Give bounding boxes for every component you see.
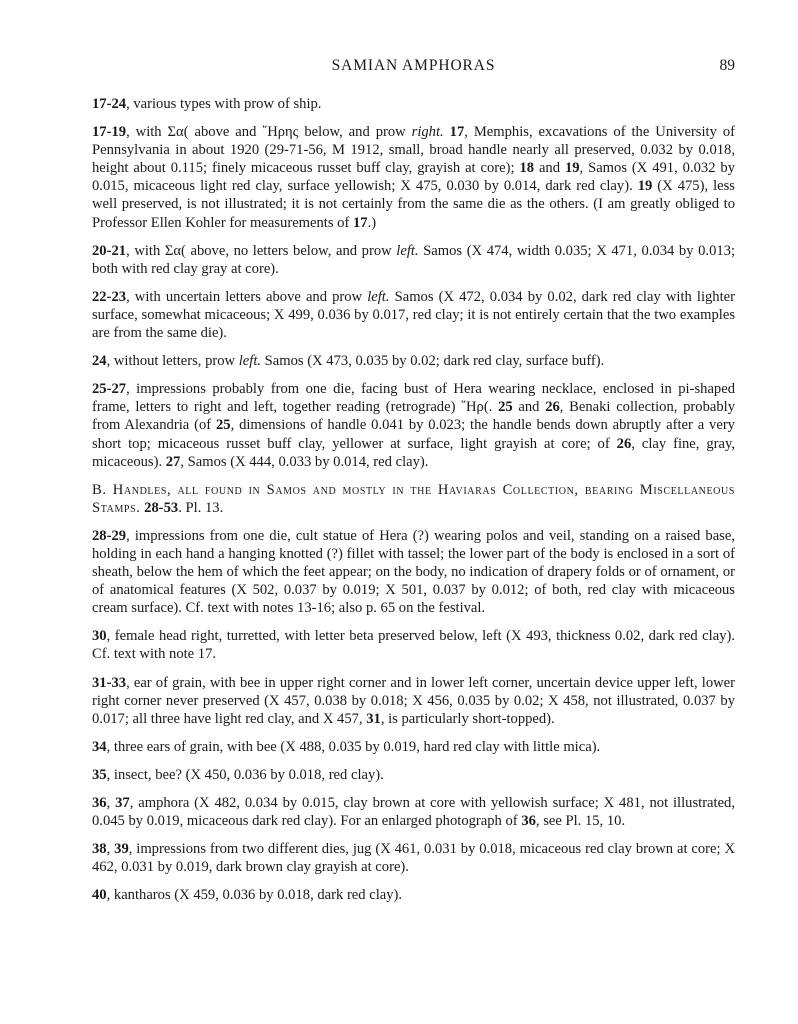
text-run: , is particularly short-topped).: [380, 710, 555, 727]
text-run: 39: [114, 841, 129, 858]
text-run: , insect, bee? (X 450, 0.036 by 0.018, red clay).: [106, 766, 384, 783]
text-run: (X 475), less well preserved, is not illustrated; it is not certainly from the same die as the others. (I am greatly obliged to Professor Ellen Kohler for measurements of: [92, 178, 735, 231]
text-run: , clay fine, gray, micaceous).: [92, 435, 735, 470]
text-run: 26: [545, 399, 560, 416]
text-run: ,: [106, 841, 115, 858]
text-run: , dimensions of handle 0.041 by 0.023; the handle bends down abruptly after a very short top; micaceous russet buff clay, yellower at surface, light grayish at core; of: [92, 417, 735, 452]
text-run: , impressions from one die, cult statue of Hera (?) wearing polos and veil, standing on a raised base, holding in each hand a hanging knotted (?) fillet with tassel; the lower part of the body is enclosed in a sort of sheath, below the hem of which the feet appear; on the body, no indication of drapery folds or of ornament, or of anatomical features (X 502, 0.037 by 0.019; X 501, 0.037 by 0.012; of both, red clay with micaceous cream surface). Cf. text with notes 13-16; also p. 65 on the festival.: [92, 527, 735, 617]
text-run: , see Pl. 15, 10.: [535, 813, 626, 830]
section-heading-b: [92, 481, 735, 517]
catalogue-entry-28-29: [92, 527, 735, 617]
text-run: and: [534, 160, 565, 177]
text-run: , Samos (X 491, 0.032 by 0.015, micaceous light red clay, surface yellowish; X 475, 0.030 by 0.014, dark red clay).: [92, 160, 735, 195]
catalogue-entry-17-19: [92, 123, 735, 232]
text-run: ,: [106, 795, 116, 811]
text-run: and: [512, 399, 546, 416]
text-run: left.: [396, 242, 419, 259]
text-run: , female head right, turretted, with letter beta preserved below, left (X 493, thickness 0.02, dark red clay). Cf. text with note 17.: [92, 628, 735, 663]
text-run: , impressions from two different dies, jug (X 461, 0.031 by 0.018, micaceous red clay brown at core; X 462, 0.031 by 0.019, dark brown clay grayish at core).: [92, 841, 736, 876]
text-run: 27: [165, 453, 181, 470]
running-title: SAMIAN AMPHORAS: [331, 57, 496, 74]
catalogue-entry-20-21: [92, 242, 735, 278]
text-run: 24: [92, 353, 107, 370]
text-run: 18: [519, 160, 535, 177]
catalogue-body: [92, 95, 735, 904]
text-run: , with Σα( above, no letters below, and prow: [126, 242, 397, 259]
text-run: . Pl. 13.: [178, 499, 224, 516]
text-run: 37: [115, 795, 130, 811]
catalogue-entry-30: [92, 627, 735, 663]
text-run: 19: [564, 160, 580, 177]
text-run: , various types with prow of ship.: [126, 96, 322, 112]
text-run: left.: [238, 353, 262, 370]
text-run: , with uncertain letters above and prow: [126, 288, 368, 305]
catalogue-entry-40: [92, 886, 735, 904]
text-run: B. Handles, all found in Samos and mostly in the Haviaras Collection, bearing Miscellaneous Stamps.: [92, 481, 735, 516]
text-run: 17: [353, 214, 368, 231]
text-run: 25: [498, 399, 513, 416]
text-run: 26: [616, 435, 632, 452]
catalogue-entry-22-23: [92, 288, 735, 342]
text-run: left.: [367, 288, 390, 305]
catalogue-entry-38-39: [92, 840, 735, 876]
text-run: , Benaki collection, probably from Alexandria (of: [92, 399, 735, 434]
text-run: , ear of grain, with bee in upper right corner and in lower left corner, uncertain device upper left, lower right corner never preserved (X 457, 0.038 by 0.018; X 456, 0.035 by 0.02; X 458, not illustrated, 0.037 by 0.017; all three have light red clay, and X 457,: [92, 674, 735, 727]
catalogue-entry-24: [92, 352, 735, 370]
text-run: .): [367, 214, 377, 231]
text-run: , Memphis, excavations of the University of Pennsylvania in about 1920 (29-71-56, M 1912, small, broad handle nearly all preserved, 0.032 by 0.018, height about 0.115; finely micaceous russet buff clay, grayish at core);: [92, 124, 735, 177]
text-run: Samos (X 472, 0.034 by 0.02, dark red clay with lighter surface, somewhat micaceous; X 499, 0.036 by 0.017, red clay; it is not entirely certain that the two examples are from the same die).: [92, 288, 735, 342]
text-run: 35: [92, 766, 107, 783]
catalogue-entry-17-24: [92, 95, 735, 113]
text-run: 28-53: [144, 499, 179, 516]
text-run: 19: [637, 178, 653, 195]
text-run: below, and prow: [298, 124, 412, 141]
text-run: 30: [92, 628, 107, 645]
text-run: , kantharos (X 459, 0.036 by 0.018, dark red clay).: [106, 887, 403, 904]
text-run: , impressions probably from one die, facing bust of Hera wearing necklace, enclosed in pi-shaped frame, letters to right and left, together reading (retrograde) ῞Hρ(.: [92, 381, 735, 416]
document-page: [92, 0, 735, 1024]
text-run: , three ears of grain, with bee (X 488, 0.035 by 0.019, hard red clay with little mica).: [106, 738, 601, 755]
text-run: Samos (X 473, 0.035 by 0.02; dark red clay, surface buff).: [261, 353, 605, 370]
catalogue-entry-31-33: [92, 674, 735, 728]
text-run: 34: [92, 738, 107, 755]
text-run: 17-19: [92, 124, 127, 141]
text-run: , amphora (X 482, 0.034 by 0.015, clay brown at core with yellowish surface; X 481, not illustrated, 0.045 by 0.019, micaceous dark red clay). For an enlarged photograph of: [92, 795, 736, 830]
text-run: Samos (X 474, width 0.035; X 471, 0.034 by 0.013; both with red clay gray at core).: [92, 242, 736, 277]
text-run: 40: [92, 887, 107, 904]
text-run: 31-33: [92, 674, 127, 691]
page-number: 89: [719, 57, 735, 74]
text-run: ῞Hρης: [262, 124, 299, 141]
text-run: 17: [449, 124, 465, 141]
text-run: 28-29: [92, 527, 127, 544]
catalogue-entry-35: [92, 766, 735, 784]
text-run: , Samos (X 444, 0.033 by 0.014, red clay).: [180, 453, 429, 470]
text-run: 20-21: [92, 242, 127, 259]
text-run: 25-27: [92, 381, 127, 398]
text-run: 38: [92, 841, 107, 858]
text-run: right.: [411, 124, 444, 141]
catalogue-entry-25-27: [92, 380, 735, 470]
text-run: 25: [215, 417, 231, 434]
text-run: 31: [366, 710, 381, 727]
text-run: 36: [521, 813, 536, 830]
page-header: [92, 57, 735, 79]
catalogue-entry-36-37: [92, 794, 735, 830]
text-run: , with Σα( above and: [126, 124, 263, 141]
text-run: 36: [92, 795, 107, 811]
text-run: 22-23: [92, 288, 127, 305]
text-run: , without letters, prow: [106, 353, 239, 370]
text-run: 17-24: [92, 96, 127, 112]
catalogue-entry-34: [92, 738, 735, 756]
